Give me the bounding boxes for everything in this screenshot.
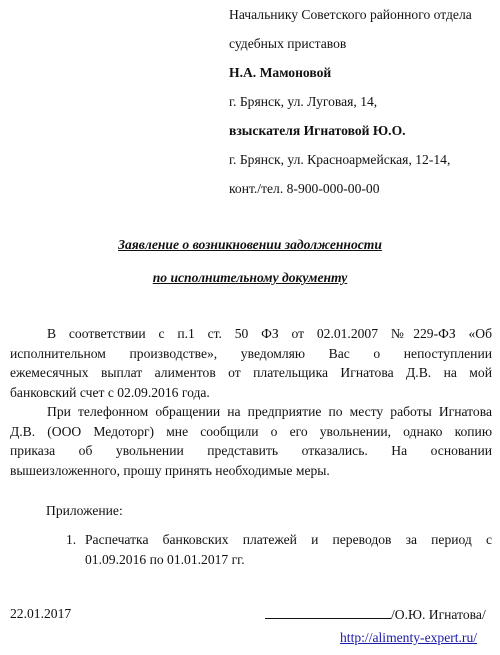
attachment-label: Приложение:	[46, 503, 123, 518]
attachment-list	[66, 530, 492, 570]
signature-name: /О.Ю. Игнатова/	[391, 607, 486, 622]
claimant-phone: конт./тел. 8-900-000-00-00	[229, 181, 380, 196]
paragraph-line: В соответствии с п.1 ст. 50 ФЗ от 02.01.2007 №229-ФЗ «Об	[47, 326, 492, 341]
claimant-address: г. Брянск, ул. Красноармейская, 12-14,	[229, 152, 451, 167]
paragraph-line: приказа об увольнении представить отказались. На основании	[10, 443, 492, 458]
claimant-name: взыскателя Игнатовой Ю.О.	[229, 123, 406, 138]
list-item-number: 1.	[66, 532, 77, 547]
document-title-cont: по исполнительному документу	[152, 270, 348, 285]
paragraph-notice	[10, 324, 492, 402]
signature-line	[265, 606, 391, 619]
list-item-line: 01.09.2016 по 01.01.2017 гг.	[85, 552, 245, 567]
paragraph-line: ежемесячных выплат алиментов от плательщика Игнатова Д.В. на мой	[10, 365, 492, 380]
addressee-address: г. Брянск, ул. Луговая, 14,	[229, 94, 378, 109]
paragraph-line: При телефонном обращении на предприятие по месту работы Игнатова	[47, 404, 492, 419]
document-date: 22.01.2017	[10, 606, 72, 621]
document-title: Заявление о возникновении задолженности	[118, 237, 382, 252]
paragraph-line: банковский счет с 02.09.2016 года.	[10, 384, 210, 400]
paragraph-line: вышеизложенного, прошу принять необходимые меры.	[10, 462, 330, 478]
list-item	[85, 530, 492, 570]
watermark-link[interactable]: http://alimenty-expert.ru/	[340, 630, 478, 645]
addressee-office-cont: судебных приставов	[229, 36, 347, 51]
paragraph-details	[10, 402, 492, 480]
list-item-line: Распечатка банковских платежей и переводов за период с	[85, 532, 492, 547]
signature-block	[265, 606, 486, 623]
addressee-office: Начальнику Советского районного отдела	[229, 7, 472, 22]
paragraph-line: исполнительном производстве», уведомляю Вас о непоступлении	[10, 345, 492, 361]
addressee-block	[229, 0, 494, 203]
addressee-name: Н.А. Мамоновой	[229, 65, 332, 80]
paragraph-line: Д.В. (ООО Медоторг) мне сообщили о его увольнении, однако копию	[10, 423, 492, 439]
